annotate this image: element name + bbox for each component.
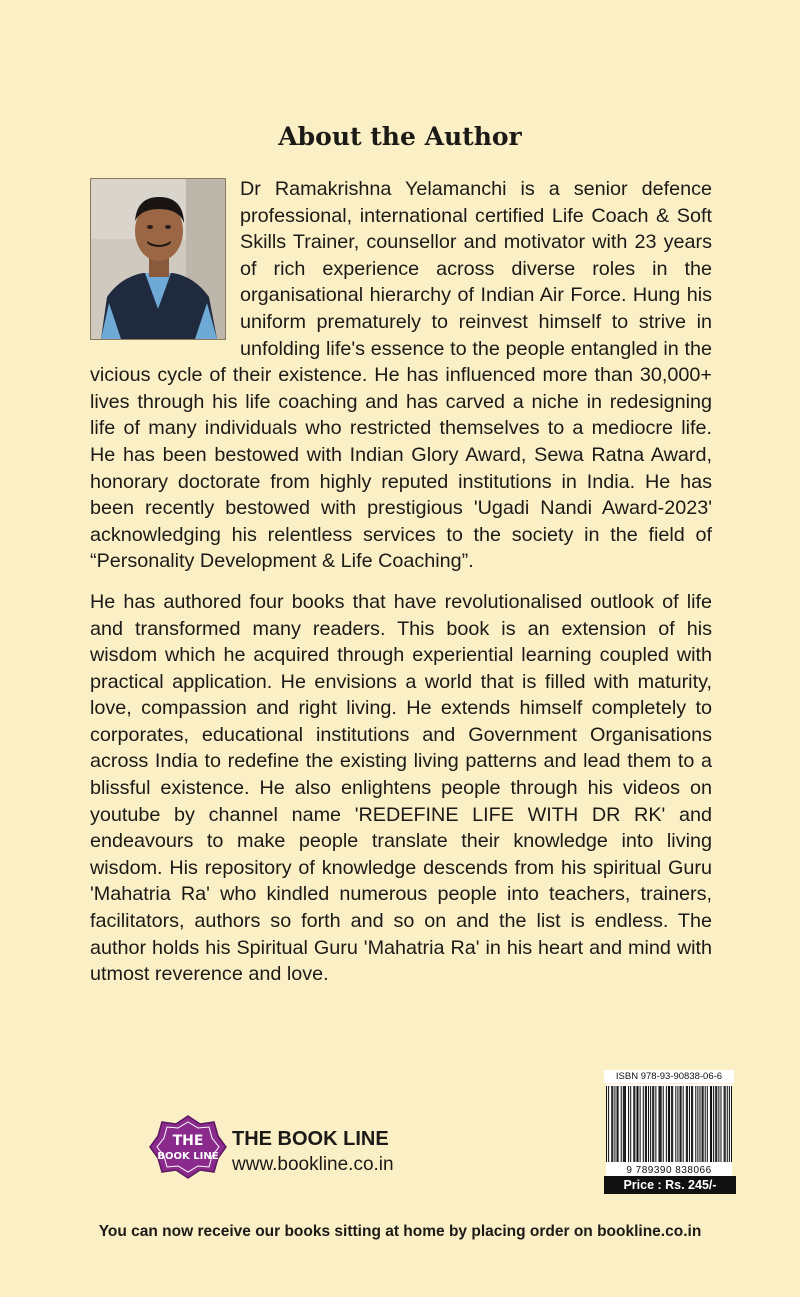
isbn-label: ISBN 978-93-90838-06-6 xyxy=(604,1070,734,1083)
author-photo xyxy=(90,178,226,340)
isbn-barcode xyxy=(602,1064,734,1194)
page-title: About the Author xyxy=(278,122,522,151)
author-bio xyxy=(90,176,712,988)
publisher-url: www.bookline.co.in xyxy=(232,1154,394,1175)
bio-paragraph-1: Dr Ramakrishna Yelamanchi is a senior defence professional, international certified Life Coach & Soft Skills Trainer, counsellor and motivator with 23 years of rich experience across diverse roles in the organisational hierarchy of Indian Air Force. Hung his uniform prematurely to reinvest himself to strive in unfolding life's essence to the people entangled in the vicious cycle of their existence. He has influenced more than 30,000+ lives through his life coaching and has carved a niche in redesigning life of many individuals who restricted themselves to a mediocre life. He has been bestowed with Indian Glory Award, Sewa Ratna Award, honorary doctorate from highly reputed institutions in India. He has been recently bestowed with prestigious 'Ugadi Nandi Award-2023' acknowledging his relentless services to the society in the field of “Personality Development & Life Coaching”. xyxy=(90,178,712,573)
barcode-digits: 9 789390 838066 xyxy=(606,1164,732,1177)
publisher-name: THE BOOK LINE xyxy=(232,1128,389,1150)
publisher-logo xyxy=(148,1114,228,1185)
barcode-bars xyxy=(606,1084,732,1164)
price-label: Price : Rs. 245/- xyxy=(604,1176,736,1194)
footer-note: You can now receive our books sitting at home by placing order on bookline.co.in xyxy=(98,1223,702,1240)
logo-text-top: THE xyxy=(172,1133,204,1149)
bio-paragraph-2: He has authored four books that have revolutionalised outlook of life and transformed many readers. This book is an extension of his wisdom which he acquired through experiential learning coupled with practical application. He envisions a world that is filled with maturity, love, compassion and right living. He extends himself completely to corporates, educational institutions and Government Organisations across India to redefine the existing living patterns and lead them to a blissful existence. He also enlightens people through his videos on youtube by channel name 'REDEFINE LIFE WITH DR RK' and endeavours to make people translate their knowledge into living wisdom. His repository of knowledge descends from his spiritual Guru 'Mahatria Ra' who kindled numerous people into teachers, trainers, facilitators, authors so forth and so on and the list is endless. The author holds his Spiritual Guru 'Mahatria Ra' in his heart and mind with utmost reverence and love. xyxy=(90,590,712,986)
logo-text-bottom: BOOK LINE xyxy=(157,1151,219,1162)
